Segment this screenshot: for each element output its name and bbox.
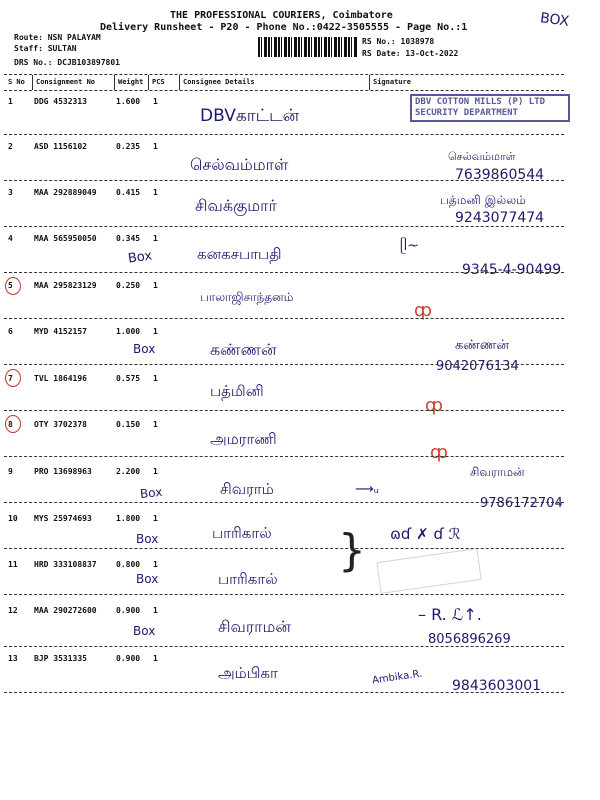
row-8-consignee: அமராணி [210, 430, 277, 448]
row-2-pcs: 1 [153, 142, 158, 151]
row-10-consignment: MYS 25974693 [34, 514, 92, 523]
row-12-consignment: MAA 290272600 [34, 606, 97, 615]
row-5-consignment: MAA 295823129 [34, 281, 97, 290]
row-2-signature: செல்வம்மாள் [448, 150, 516, 163]
row-divider [4, 134, 564, 135]
rs-date: RS Date: 13-Oct-2022 [362, 49, 459, 58]
barcode [258, 37, 358, 57]
row-6-signature: கண்ணன் [455, 338, 510, 353]
row-4-consignee: கனகசபாபதி [197, 245, 282, 263]
row-1-stamp: DBV COTTON MILLS (P) LTD SECURITY DEPARTMENT [410, 94, 570, 122]
row-12-sno: 12 [8, 606, 18, 615]
row-11-consignment: HRD 333108837 [34, 560, 97, 569]
row-10-box-note: Box [136, 532, 159, 546]
col-pcs: PCS [152, 78, 165, 86]
staff: Staff: SULTAN [14, 44, 77, 53]
row-1-sno: 1 [8, 97, 13, 106]
row-12-consignee: சிவராமன் [218, 617, 291, 636]
row-13-consignee: அம்பிகா [218, 664, 278, 682]
row-3-phone: 9243077474 [455, 210, 545, 226]
row-1-weight: 1.600 [116, 97, 141, 106]
box-note: BOX [539, 10, 571, 30]
row-13-phone: 9843603001 [452, 678, 542, 694]
col-divider [179, 75, 180, 90]
row-divider [4, 410, 564, 411]
row-divider [4, 318, 564, 319]
row-divider [4, 646, 564, 647]
row-6-pcs: 1 [153, 327, 158, 336]
row-7-weight: 0.575 [116, 374, 141, 383]
row-1-consignee: DBVகாட்டன் [200, 106, 300, 126]
row-divider [4, 180, 564, 181]
route: Route: NSN PALAYAM [14, 33, 101, 42]
row-5-sno: 5 [8, 281, 13, 290]
col-signature: Signature [373, 78, 411, 86]
drs-number: DRS No.: DCJB103897801 [14, 58, 120, 67]
row-3-weight: 0.415 [116, 188, 141, 197]
header-rule-top [4, 74, 564, 75]
col-weight: Weight [118, 78, 144, 86]
row-10-pcs: 1 [153, 514, 158, 523]
row-3-sno: 3 [8, 188, 13, 197]
row-3-pcs: 1 [153, 188, 158, 197]
row-2-consignment: ASD 1156102 [34, 142, 87, 151]
row-divider [4, 456, 564, 457]
row-divider [4, 594, 564, 595]
row-divider [4, 692, 564, 693]
row-2-consignee: செல்வம்மாள் [190, 155, 289, 174]
col-divider [32, 75, 33, 90]
row-12-pcs: 1 [153, 606, 158, 615]
row-8-weight: 0.150 [116, 420, 141, 429]
row-8-sno: 8 [8, 420, 13, 429]
row-7-consignment: TVL 1864196 [34, 374, 87, 383]
row-6-consignment: MYD 4152157 [34, 327, 87, 336]
row-2-weight: 0.235 [116, 142, 141, 151]
row-11-consignee: பாரிகால் [218, 570, 278, 588]
row-13-consignment: BJP 3531335 [34, 654, 87, 663]
row-2-phone: 7639860544 [455, 167, 545, 183]
row-8-check-mark: ȹ [430, 442, 448, 463]
row-6-sno: 6 [8, 327, 13, 336]
row-5-weight: 0.250 [116, 281, 141, 290]
row-divider [4, 272, 564, 273]
row-13-signature: Ambika.R. [371, 668, 423, 687]
row-10-consignee: பாரிகால் [212, 524, 272, 542]
row-6-phone: 9042076134 [436, 359, 519, 374]
row-13-pcs: 1 [153, 654, 158, 663]
row-10-sno: 10 [8, 514, 18, 523]
row-4-box-note: Box [127, 248, 154, 267]
row-9-arrow-mark: ⟶ᵤ [355, 482, 379, 497]
row-4-pcs: 1 [153, 234, 158, 243]
row-11-box-note: Box [136, 572, 159, 586]
col-divider [369, 75, 370, 90]
row-9-consignment: PRO 13698963 [34, 467, 92, 476]
row-9-phone: 9786172704 [480, 496, 563, 511]
company-title: THE PROFESSIONAL COURIERS, Coimbatore [170, 10, 393, 21]
row-9-sno: 9 [8, 467, 13, 476]
row-divider [4, 548, 564, 549]
row-9-consignee: சிவராம் [220, 480, 274, 498]
row-7-consignee: பத்மினி [210, 382, 264, 400]
row-12-signature-scribble: – R. ℒ↑. [418, 605, 482, 624]
row-4-phone: 9345-4-90499 [462, 262, 562, 278]
row-13-weight: 0.900 [116, 654, 141, 663]
row-divider [4, 502, 564, 503]
row-3-consignment: MAA 292889049 [34, 188, 97, 197]
rs-number: RS No.: 1038978 [362, 37, 435, 46]
row-11-faded-stamp [376, 548, 481, 594]
row-10-weight: 1.800 [116, 514, 141, 523]
row-7-check-mark: ȹ [425, 395, 443, 416]
row-4-signature-scribble: ᥫ~ [400, 238, 419, 254]
row-12-weight: 0.900 [116, 606, 141, 615]
row-11-weight: 0.800 [116, 560, 141, 569]
row-4-consignment: MAA 565950050 [34, 234, 97, 243]
runsheet-title: Delivery Runsheet - P20 - Phone No.:0422-3505555 - Page No.:1 [100, 22, 468, 33]
row-6-box-note: Box [133, 342, 156, 356]
row-5-consignee: பாலாஜிசாந்தனம் [200, 290, 294, 304]
row-6-consignee: கண்ணன் [210, 340, 277, 359]
row-1-pcs: 1 [153, 97, 158, 106]
row-8-pcs: 1 [153, 420, 158, 429]
row-6-weight: 1.000 [116, 327, 141, 336]
row-9-weight: 2.200 [116, 467, 141, 476]
row-9-pcs: 1 [153, 467, 158, 476]
row-11-sno: 11 [8, 560, 18, 569]
row-9-signature: சிவராமன் [470, 465, 525, 479]
col-sno: S No [8, 78, 25, 86]
row-10-11-brace: } [338, 525, 366, 576]
col-divider [148, 75, 149, 90]
row-12-box-note: Box [133, 624, 156, 638]
row-7-pcs: 1 [153, 374, 158, 383]
row-9-box-note: Box [139, 484, 163, 502]
row-1-consignment: DDG 4532313 [34, 97, 87, 106]
header-rule-bottom [4, 90, 564, 91]
row-2-sno: 2 [8, 142, 13, 151]
row-7-sno: 7 [8, 374, 13, 383]
col-consignment: Consignment No [36, 78, 96, 86]
row-5-check-mark: ȹ [414, 300, 432, 321]
row-10-signature-scribble: ɷɗ ✗ ɗ ℛ [390, 525, 461, 543]
row-8-consignment: OTY 3702378 [34, 420, 87, 429]
row-5-pcs: 1 [153, 281, 158, 290]
row-divider [4, 226, 564, 227]
row-11-pcs: 1 [153, 560, 158, 569]
row-4-sno: 4 [8, 234, 13, 243]
row-3-signature: பத்மனி இல்லம் [440, 193, 526, 207]
row-12-phone: 8056896269 [428, 632, 511, 647]
row-13-sno: 13 [8, 654, 18, 663]
row-divider [4, 364, 564, 365]
row-3-consignee: சிவக்குமார் [195, 196, 277, 215]
col-consignee: Consignee Details [183, 78, 255, 86]
row-4-weight: 0.345 [116, 234, 141, 243]
col-divider [114, 75, 115, 90]
